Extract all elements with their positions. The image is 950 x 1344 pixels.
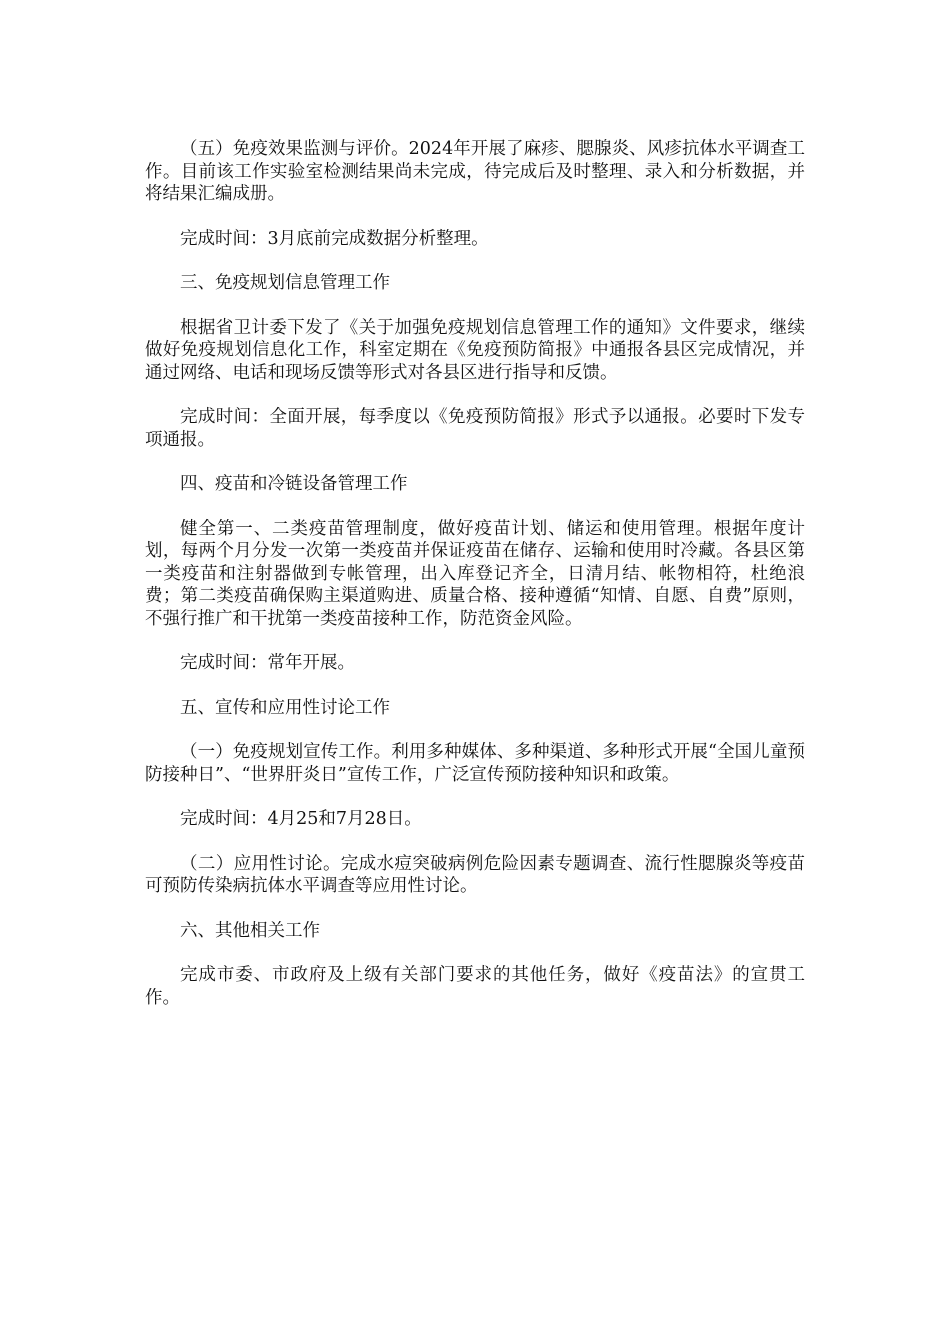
section-heading-5: 五、宣传和应用性讨论工作 bbox=[180, 697, 390, 718]
paragraph-other-work: 完成市委、市政府及上级有关部门要求的其他任务，做好《疫苗法》的宣贯工作。 bbox=[145, 965, 805, 1008]
paragraph-completion-time-4: 完成时间：4月25和7月28日。 bbox=[180, 809, 422, 829]
paragraph-immunity-monitoring: （五）免疫效果监测与评价。2024年开展了麻疹、腮腺炎、风疹抗体水平调查工作。目前该工作实验室检测结果尚未完成，待完成后及时整理、录入和分析数据，并将结果汇编成册。 bbox=[145, 139, 805, 204]
paragraph-info-management: 根据省卫计委下发了《关于加强免疫规划信息管理工作的通知》文件要求，继续做好免疫规划信息化工作，科室定期在《免疫预防简报》中通报各县区完成情况，并通过网络、电话和现场反馈等形式对各县区进行指导和反馈。 bbox=[145, 317, 805, 383]
paragraph-completion-time-2: 完成时间：全面开展，每季度以《免疫预防简报》形式予以通报。必要时下发专项通报。 bbox=[145, 407, 805, 450]
section-heading-3: 三、免疫规划信息管理工作 bbox=[180, 273, 390, 293]
paragraph-completion-time-3: 完成时间：常年开展。 bbox=[180, 653, 355, 673]
section-heading-6: 六、其他相关工作 bbox=[180, 920, 320, 941]
paragraph-applied-research: （二）应用性讨论。完成水痘突破病例危险因素专题调查、流行性腮腺炎等疫苗可预防传染病抗体水平调查等应用性讨论。 bbox=[145, 853, 805, 896]
paragraph-vaccine-management: 健全第一、二类疫苗管理制度，做好疫苗计划、储运和使用管理。根据年度计划，每两个月分发一次第一类疫苗并保证疫苗在储存、运输和使用时冷藏。各县区第一类疫苗和注射器做到专帐管理，出入库登记齐全，日清月结、帐物相符，杜绝浪费；第二类疫苗确保购主渠道购进、质量合格、接种遵循“知情、自愿、自费”原则，不强行推广和干扰第一类疫苗接种工作，防范资金风险。 bbox=[145, 518, 805, 629]
document-body bbox=[145, 138, 805, 1031]
section-heading-4: 四、疫苗和冷链设备管理工作 bbox=[180, 474, 408, 494]
paragraph-completion-time-1: 完成时间：3月底前完成数据分析整理。 bbox=[180, 228, 489, 249]
paragraph-publicity-work: （一）免疫规划宣传工作。利用多种媒体、多种渠道、多种形式开展“全国儿童预防接种日”、“世界肝炎日”宣传工作，广泛宣传预防接种知识和政策。 bbox=[145, 742, 805, 785]
